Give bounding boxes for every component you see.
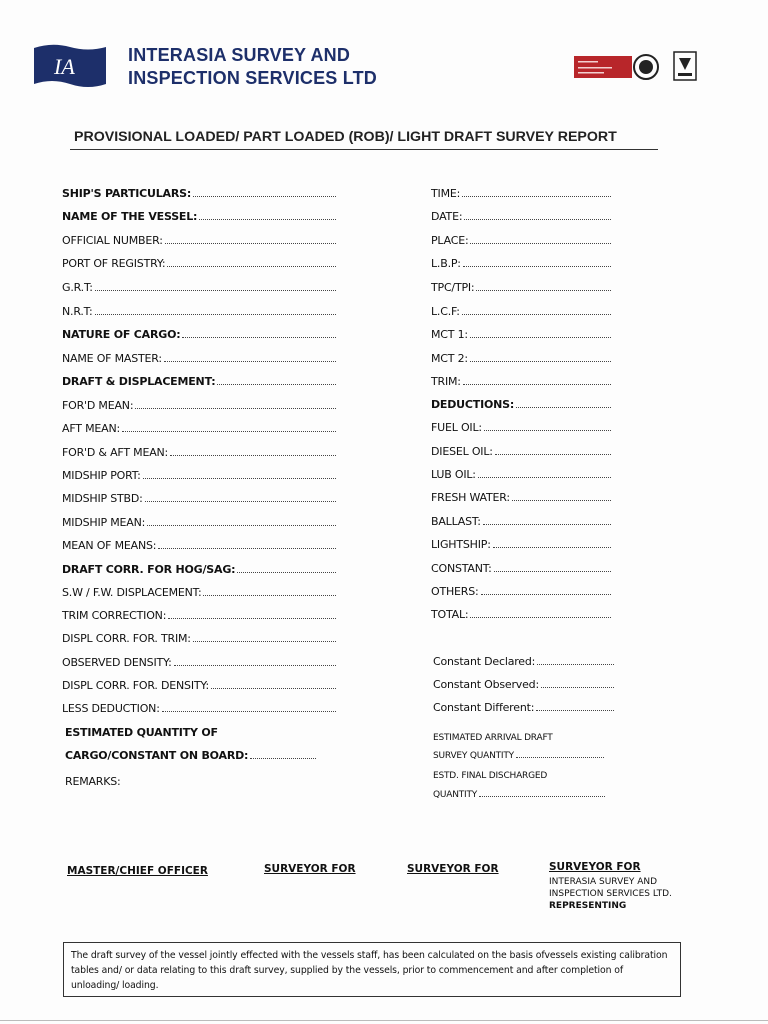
field-label: S.W / F.W. DISPLACEMENT: — [62, 586, 202, 599]
fill-in-line — [165, 234, 336, 244]
estimated-quantity-label-line1: ESTIMATED QUANTITY OF — [65, 726, 218, 739]
fill-in-line — [470, 234, 611, 244]
company-logo — [32, 42, 108, 90]
field-label: DISPL CORR. FOR. TRIM: — [62, 632, 191, 645]
fill-in-line — [162, 702, 336, 712]
field-label: DRAFT CORR. FOR HOG/SAG: — [62, 563, 236, 576]
form-field[interactable] — [62, 632, 336, 646]
form-field[interactable] — [62, 586, 336, 600]
fill-in-line — [494, 562, 611, 572]
fill-in-line — [217, 375, 336, 385]
field-label: TRIM CORRECTION: — [62, 609, 167, 622]
company-name-line2: INSPECTION SERVICES LTD — [128, 68, 377, 88]
estimated-quantity-field[interactable]: CARGO/CONSTANT ON BOARD: — [65, 749, 316, 763]
field-label: LUB OIL: — [431, 468, 476, 481]
field-label: LESS DEDUCTION: — [62, 702, 160, 715]
fill-in-line — [537, 655, 614, 665]
field-label: TPC/TPI: — [431, 281, 475, 294]
form-field[interactable] — [431, 352, 611, 366]
remarks-label: REMARKS: — [65, 775, 121, 788]
surveyor-signature-label-3: SURVEYOR FOR — [549, 861, 641, 873]
field-label: MIDSHIP PORT: — [62, 469, 141, 482]
form-field[interactable] — [431, 257, 611, 271]
fill-in-line — [237, 563, 336, 573]
fill-in-line — [167, 257, 336, 267]
certification-marks — [574, 50, 700, 84]
field-label: L.C.F: — [431, 305, 460, 318]
form-field[interactable] — [62, 399, 336, 413]
logo-text: IA — [54, 54, 75, 79]
fill-in-line — [476, 281, 611, 291]
field-label: Constant Declared: — [433, 655, 536, 668]
form-field[interactable] — [431, 468, 611, 482]
fill-in-line — [164, 352, 336, 362]
fill-in-line — [199, 210, 336, 220]
form-field[interactable] — [433, 701, 614, 715]
surveyor-signature-label-1: SURVEYOR FOR — [264, 863, 356, 875]
field-label: MIDSHIP MEAN: — [62, 516, 146, 529]
field-label: NATURE OF CARGO: — [62, 328, 181, 341]
surveyor-signature-label-2: SURVEYOR FOR — [407, 863, 499, 875]
fill-in-line — [143, 469, 336, 479]
form-field[interactable] — [62, 446, 336, 460]
form-field[interactable] — [431, 585, 611, 599]
fill-in-line — [512, 491, 611, 501]
field-label: DIESEL OIL: — [431, 445, 493, 458]
field-label: N.R.T: — [62, 305, 93, 318]
form-field[interactable] — [431, 328, 611, 342]
fill-in-line — [95, 305, 336, 315]
form-field[interactable] — [431, 375, 611, 389]
field-label: G.R.T: — [62, 281, 93, 294]
fill-in-line — [478, 468, 611, 478]
field-label: BALLAST: — [431, 515, 481, 528]
form-field[interactable] — [62, 656, 336, 670]
form-field[interactable] — [431, 421, 611, 435]
disclaimer-box — [63, 942, 681, 997]
fill-in-line — [463, 257, 611, 267]
form-field[interactable] — [62, 609, 336, 623]
field-label: FUEL OIL: — [431, 421, 482, 434]
field-label: TOTAL: — [431, 608, 469, 621]
form-field[interactable] — [431, 491, 611, 505]
form-field[interactable] — [62, 679, 336, 693]
company-sub-line1: INTERASIA SURVEY AND — [549, 877, 658, 887]
fill-in-line — [174, 656, 336, 666]
fill-in-line — [516, 398, 611, 408]
fill-in-line — [211, 679, 336, 689]
field-label: FOR'D MEAN: — [62, 399, 134, 412]
fill-in-line — [168, 609, 336, 619]
fill-in-line — [493, 538, 611, 548]
field-label: OBSERVED DENSITY: — [62, 656, 172, 669]
fill-in-line — [250, 749, 316, 759]
arrival-quantity-label-line1: ESTIMATED ARRIVAL DRAFT — [433, 733, 553, 743]
form-field[interactable] — [431, 234, 611, 248]
field-label: TIME: — [431, 187, 461, 200]
field-label: MCT 1: — [431, 328, 468, 341]
form-field[interactable] — [62, 234, 336, 248]
field-label: L.B.P: — [431, 257, 461, 270]
form-field[interactable] — [431, 398, 611, 412]
form-field[interactable] — [62, 305, 336, 319]
field-label: AFT MEAN: — [62, 422, 120, 435]
final-quantity-label-line1: ESTD. FINAL DISCHARGED — [433, 771, 548, 781]
form-field[interactable] — [62, 281, 336, 295]
field-label: PLACE: — [431, 234, 469, 247]
form-field[interactable] — [62, 328, 336, 342]
field-label: DISPL CORR. FOR. DENSITY: — [62, 679, 209, 692]
field-label: Constant Observed: — [433, 678, 539, 691]
form-field[interactable] — [431, 515, 611, 529]
fill-in-line — [193, 632, 336, 642]
field-label: MEAN OF MEANS: — [62, 539, 157, 552]
fill-in-line — [516, 750, 604, 758]
form-field[interactable] — [431, 445, 611, 459]
fill-in-line — [541, 678, 614, 688]
fill-in-line — [481, 585, 611, 595]
form-field[interactable] — [62, 492, 336, 506]
report-title: PROVISIONAL LOADED/ PART LOADED (ROB)/ LIGHT DRAFT SURVEY REPORT — [74, 129, 617, 145]
company-name-line1: INTERASIA SURVEY AND — [128, 45, 351, 65]
fill-in-line — [484, 421, 611, 431]
fill-in-line — [158, 539, 336, 549]
fill-in-line — [479, 789, 605, 797]
master-signature-label: MASTER/CHIEF OFFICER — [67, 865, 208, 877]
fill-in-line — [463, 375, 611, 385]
fill-in-line — [483, 515, 611, 525]
fill-in-line — [135, 399, 336, 409]
arrival-quantity-field[interactable]: SURVEY QUANTITY — [433, 750, 604, 761]
field-label: DRAFT & DISPLACEMENT: — [62, 375, 216, 388]
fill-in-line — [145, 492, 336, 502]
fill-in-line — [462, 305, 611, 315]
form-field[interactable] — [431, 562, 611, 576]
field-label: FOR'D & AFT MEAN: — [62, 446, 169, 459]
fill-in-line — [122, 422, 336, 432]
fill-in-line — [182, 328, 336, 338]
field-label: DATE: — [431, 210, 463, 223]
page-bottom-rule — [0, 1020, 768, 1021]
fill-in-line — [464, 210, 611, 220]
form-field[interactable] — [431, 187, 611, 201]
company-sub-line2: INSPECTION SERVICES LTD. — [549, 889, 672, 899]
field-label: FRESH WATER: — [431, 491, 510, 504]
form-field[interactable] — [62, 563, 336, 577]
form-field[interactable] — [431, 305, 611, 319]
form-field[interactable] — [62, 539, 336, 553]
form-field[interactable] — [62, 422, 336, 436]
field-label: OTHERS: — [431, 585, 479, 598]
form-field[interactable] — [62, 187, 336, 201]
fill-in-line — [495, 445, 611, 455]
fill-in-line — [95, 281, 336, 291]
field-label: MIDSHIP STBD: — [62, 492, 143, 505]
fill-in-line — [536, 701, 614, 711]
representing-label: REPRESENTING — [549, 901, 627, 911]
field-label: DEDUCTIONS: — [431, 398, 515, 411]
fill-in-line — [203, 586, 336, 596]
fill-in-line — [193, 187, 336, 197]
field-label: MCT 2: — [431, 352, 468, 365]
fill-in-line — [470, 328, 611, 338]
field-label: PORT OF REGISTRY: — [62, 257, 166, 270]
field-label: LIGHTSHIP: — [431, 538, 491, 551]
field-label: TRIM: — [431, 375, 461, 388]
form-field[interactable] — [433, 678, 614, 692]
form-field[interactable] — [62, 375, 336, 389]
form-field[interactable] — [431, 538, 611, 552]
form-field[interactable] — [433, 655, 614, 669]
form-field[interactable] — [62, 516, 336, 530]
form-field[interactable] — [431, 210, 611, 224]
form-field[interactable] — [431, 608, 611, 622]
disclaimer-text: The draft survey of the vessel jointly effected with the vessels staff, has been calculated on the basis ofvessels existing calibration tables and/ or data relating to this draft survey, supplied by the vessels, prior to commencement and after completion of unloading/ loading. — [71, 950, 668, 991]
form-field[interactable] — [62, 352, 336, 366]
form-field[interactable] — [62, 210, 336, 224]
final-quantity-field[interactable]: QUANTITY — [433, 789, 605, 800]
title-underline — [70, 149, 658, 150]
field-label: OFFICIAL NUMBER: — [62, 234, 163, 247]
fill-in-line — [462, 187, 611, 197]
form-field[interactable] — [62, 702, 336, 716]
field-label: NAME OF THE VESSEL: — [62, 210, 198, 223]
field-label: SHIP'S PARTICULARS: — [62, 187, 192, 200]
fill-in-line — [147, 516, 336, 526]
fill-in-line — [170, 446, 336, 456]
fill-in-line — [470, 608, 611, 618]
form-field[interactable] — [431, 281, 611, 295]
field-label: CONSTANT: — [431, 562, 492, 575]
fill-in-line — [470, 352, 611, 362]
field-label: NAME OF MASTER: — [62, 352, 162, 365]
form-field[interactable] — [62, 257, 336, 271]
form-field[interactable] — [62, 469, 336, 483]
field-label: Constant Different: — [433, 701, 535, 714]
